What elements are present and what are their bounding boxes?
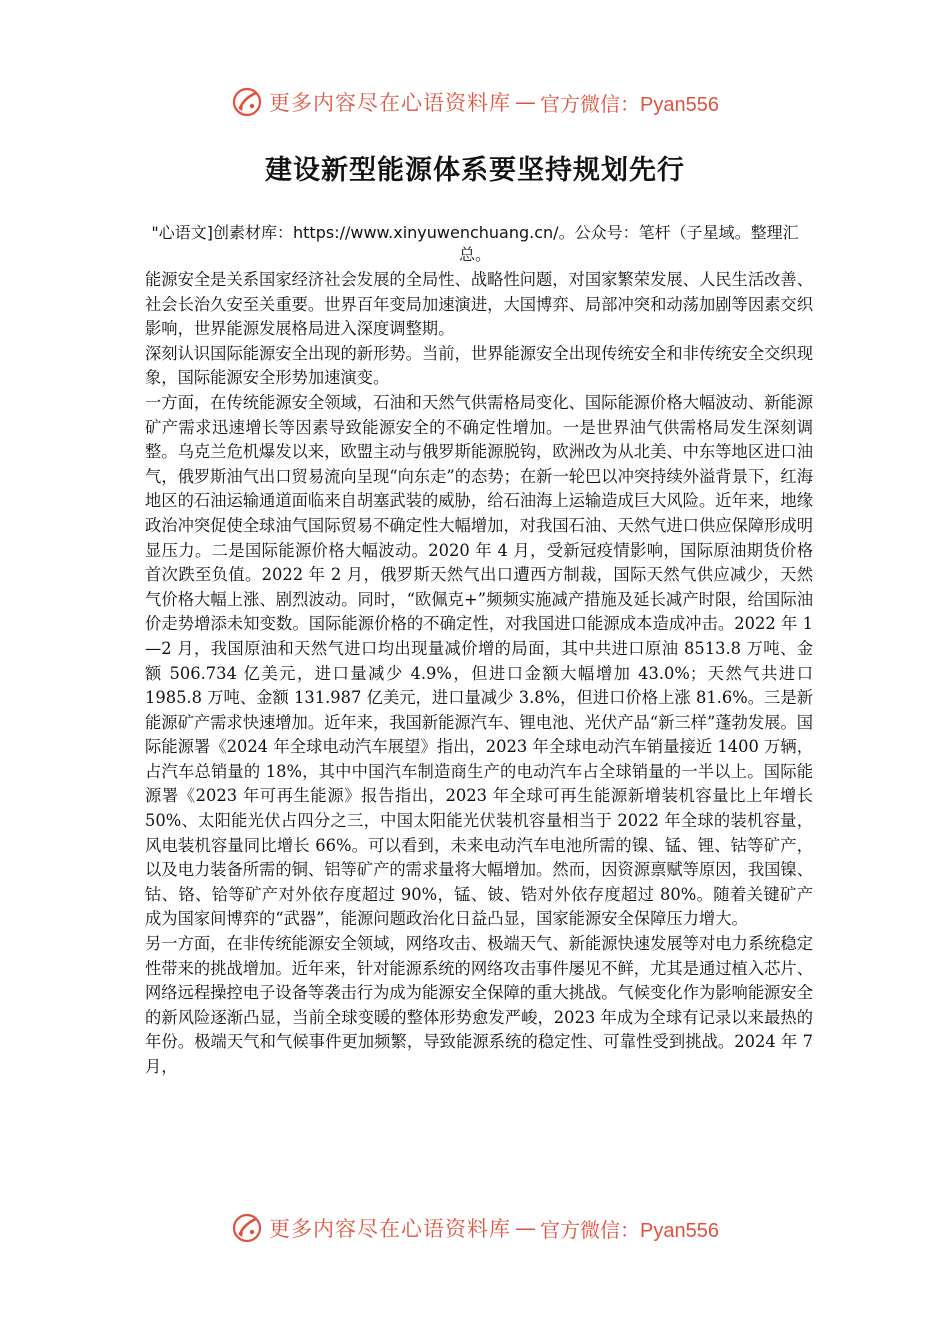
- brush-logo-icon: [231, 1212, 263, 1244]
- paragraph: 深刻认识国际能源安全出现的新形势。当前，世界能源安全出现传统安全和非传统安全交织现象，国际能源安全形势加速演变。: [145, 343, 813, 388]
- page-title: 建设新型能源体系要坚持规划先行: [265, 155, 685, 186]
- header-banner: [0, 82, 950, 122]
- banner-slogan: 更多内容尽在心语资料库: [269, 91, 512, 115]
- paragraph: 一方面，在传统能源安全领域，石油和天然气供需格局变化、国际能源价格大幅波动、新能源矿产需求迅速增长等因素导致能源安全的不确定性增加。一是世界油气供需格局发生深刻调整。乌克兰危机爆发以来，欧盟主动与俄罗斯能源脱钩，欧洲改为从北美、中东等地区进口油气，俄罗斯油气出口贸易流向呈现“向东走”的态势；在新一轮巴以冲突持续外溢背景下，红海地区的石油运输通道面临来自胡塞武装的威胁，给石油海上运输造成巨大风险。近年来，地缘政治冲突促使全球油气国际贸易不确定性大幅增加，对我国石油、天然气进口供应保障形成明显压力。二是国际能源价格大幅波动。2020 年 4 月，受新冠疫情影响，国际原油期货价格首次跌至负值。2022 年 2 月，俄罗斯天然气出口遭西方制裁，国际天然气供应减少，天然气价格大幅上涨、剧烈波动。同时，“欧佩克+”频频实施减产措施及延长减产时限，给国际油价走势增添未知变数。国际能源价格的不确定性，对我国进口能源成本造成冲击。2022 年 1—2 月，我国原油和天然气进口均出现量减价增的局面，其中共进口原油 8513.8 万吨、金额 506.734 亿美元，进口量减少 4.9%，但进口金额大幅增加 43.0%；天然气共进口 1985.8 万吨、金额 131.987 亿美元，进口量减少 3.8%，但进口价格上涨 81.6%。三是新能源矿产需求快速增加。近年来，我国新能源汽车、锂电池、光伏产品“新三样”蓬勃发展。国际能源署《2024 年全球电动汽车展望》指出，2023 年全球电动汽车销量接近 1400 万辆，占汽车总销量的 18%，其中中国汽车制造商生产的电动汽车占全球销量的一半以上。国际能源署《2023 年可再生能源》报告指出，2023 年全球可再生能源新增装机容量比上年增长 50%、太阳能光伏占四分之三，中国太阳能光伏装机容量相当于 2022 年全球的装机容量，风电装机容量同比增长 66%。可以看到，未来电动汽车电池所需的镍、锰、锂、钴等矿产，以及电力装备所需的铜、铝等矿产的需求量将大幅增加。然而，因资源禀赋等原因，我国镍、钴、铬、铪等矿产对外依存度超过 90%，锰、铍、锆对外依存度超过 80%。随着关键矿产成为国家间博弈的“武器”，能源问题政治化日益凸显，国家能源安全保障压力增大。: [145, 392, 813, 929]
- brush-logo-icon: [231, 86, 263, 118]
- paragraph: 能源安全是关系国家经济社会发展的全局性、战略性问题，对国家繁荣发展、人民生活改善、社会长治久安至关重要。世界百年变局加速演进，大国博弈、局部冲突和动荡加剧等因素交织影响，世界能源发展格局进入深度调整期。: [145, 270, 813, 339]
- footer-banner: [0, 1208, 950, 1248]
- banner-separator: —: [515, 1216, 537, 1240]
- banner-separator: —: [515, 90, 537, 114]
- paragraph: 另一方面，在非传统能源安全领域，网络攻击、极端天气、新能源快速发展等对电力系统稳定性带来的挑战增加。近年来，针对能源系统的网络攻击事件屡见不鲜，尤其是通过植入芯片、网络远程操控电子设备等袭击行为成为能源安全保障的重大挑战。气候变化作为影响能源安全的新风险逐渐凸显，当前全球变暖的整体形势愈发严峻，2023 年成为全球有记录以来最热的年份。极端天气和气候事件更加频繁，导致能源系统的稳定性、可靠性受到挑战。2024 年 7 月，: [145, 934, 813, 1076]
- banner-slogan: 更多内容尽在心语资料库: [269, 1217, 512, 1241]
- banner-contact: 官方微信：Pyan556: [540, 1219, 719, 1242]
- article-body: [145, 268, 813, 1190]
- source-line: "心语文]创素材库：https://www.xinyuwenchuang.cn/。公众号：笔杆（子星域。整理汇总。: [151, 223, 799, 264]
- banner-contact: 官方微信：Pyan556: [540, 93, 719, 116]
